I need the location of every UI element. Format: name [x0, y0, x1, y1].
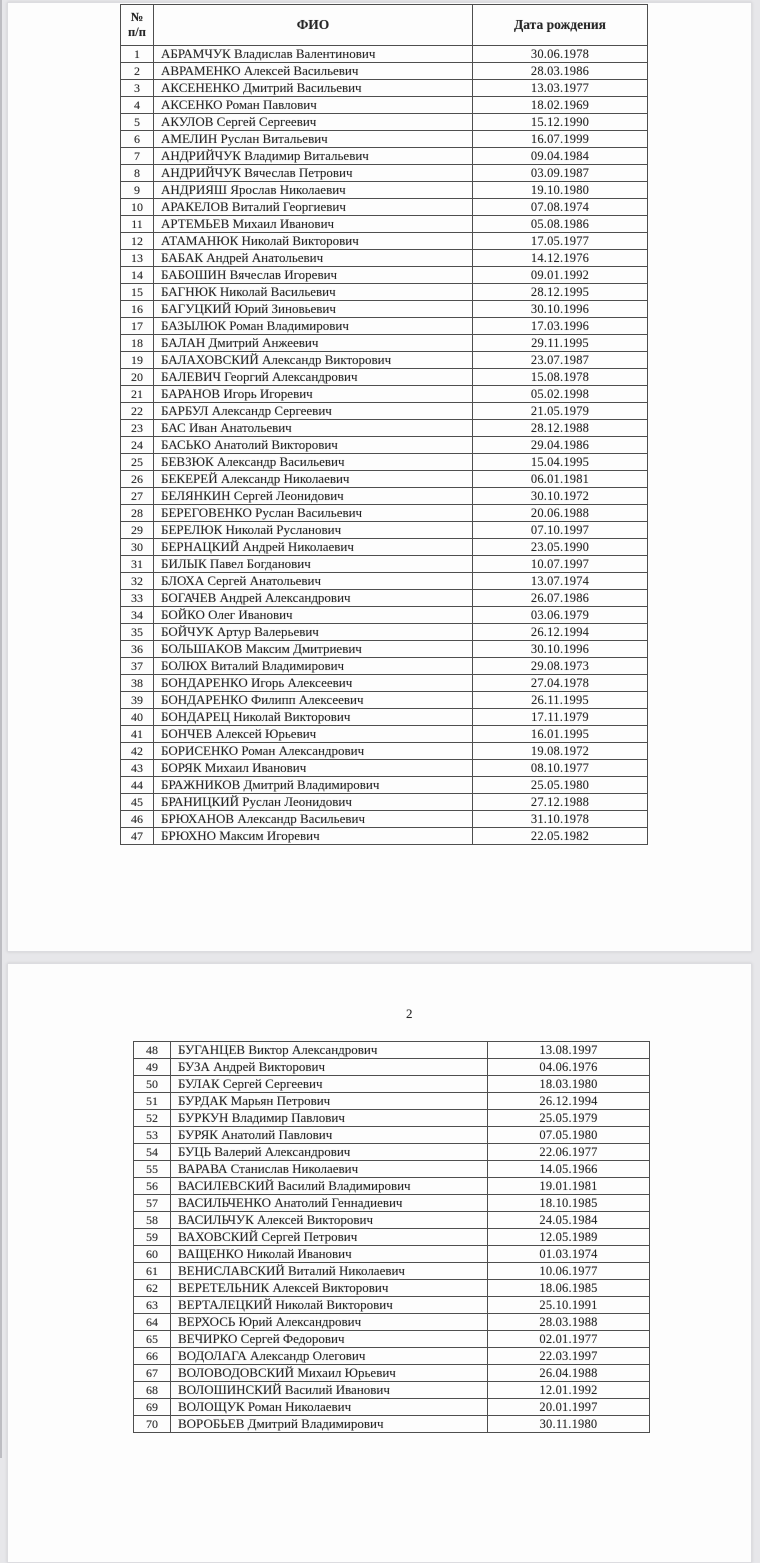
dob-cell: 28.03.1988 — [488, 1314, 650, 1331]
name-cell: БУРКУН Владимир Павлович — [171, 1110, 488, 1127]
row-number-cell: 21 — [121, 386, 154, 403]
table-row — [134, 1382, 650, 1399]
table-row — [121, 46, 648, 63]
name-cell: ВОДОЛАГА Александр Олегович — [171, 1348, 488, 1365]
name-cell: ВЕРХОСЬ Юрий Александрович — [171, 1314, 488, 1331]
table-row — [121, 607, 648, 624]
dob-cell: 04.06.1976 — [488, 1059, 650, 1076]
table-row — [121, 216, 648, 233]
table-row — [121, 675, 648, 692]
name-cell: БАЗЫЛЮК Роман Владимирович — [154, 318, 473, 335]
dob-cell: 20.01.1997 — [488, 1399, 650, 1416]
table-row — [134, 1365, 650, 1382]
table-row — [121, 199, 648, 216]
dob-cell: 30.10.1972 — [473, 488, 648, 505]
dob-cell: 22.03.1997 — [488, 1348, 650, 1365]
row-number-cell: 19 — [121, 352, 154, 369]
dob-cell: 30.06.1978 — [473, 46, 648, 63]
name-cell: ВЕЧИРКО Сергей Федорович — [171, 1331, 488, 1348]
row-number-cell: 16 — [121, 301, 154, 318]
table-row — [121, 114, 648, 131]
row-number-cell: 15 — [121, 284, 154, 301]
row-number-cell: 68 — [134, 1382, 171, 1399]
dob-cell: 23.07.1987 — [473, 352, 648, 369]
name-cell: ВЕРТАЛЕЦКИЙ Николай Викторович — [171, 1297, 488, 1314]
column-header-number-line2: п/п — [128, 25, 146, 39]
dob-cell: 12.05.1989 — [488, 1229, 650, 1246]
table-row — [121, 165, 648, 182]
dob-cell: 03.06.1979 — [473, 607, 648, 624]
row-number-cell: 70 — [134, 1416, 171, 1433]
name-cell: ВАРАВА Станислав Николаевич — [171, 1161, 488, 1178]
dob-cell: 07.08.1974 — [473, 199, 648, 216]
name-cell: БАРАНОВ Игорь Игоревич — [154, 386, 473, 403]
row-number-cell: 22 — [121, 403, 154, 420]
table-row — [121, 318, 648, 335]
name-cell: АВРАМЕНКО Алексей Васильевич — [154, 63, 473, 80]
name-cell: ВОЛОЩУК Роман Николаевич — [171, 1399, 488, 1416]
table-row — [121, 369, 648, 386]
dob-cell: 26.07.1986 — [473, 590, 648, 607]
name-cell: АРТЕМЬЕВ Михаил Иванович — [154, 216, 473, 233]
table-row — [134, 1059, 650, 1076]
table-row — [121, 505, 648, 522]
table-row — [134, 1093, 650, 1110]
row-number-cell: 41 — [121, 726, 154, 743]
table-row — [121, 97, 648, 114]
row-number-cell: 39 — [121, 692, 154, 709]
dob-cell: 15.08.1978 — [473, 369, 648, 386]
table-row — [121, 828, 648, 845]
row-number-cell: 48 — [134, 1042, 171, 1059]
row-number-cell: 35 — [121, 624, 154, 641]
table-row — [121, 794, 648, 811]
dob-cell: 05.08.1986 — [473, 216, 648, 233]
dob-cell: 20.06.1988 — [473, 505, 648, 522]
name-cell: АКСЕНЕНКО Дмитрий Васильевич — [154, 80, 473, 97]
page-number: 2 — [406, 1006, 413, 1021]
row-number-cell: 50 — [134, 1076, 171, 1093]
dob-cell: 28.12.1995 — [473, 284, 648, 301]
name-cell: БОЛЮХ Виталий Владимирович — [154, 658, 473, 675]
dob-cell: 06.01.1981 — [473, 471, 648, 488]
row-number-cell: 25 — [121, 454, 154, 471]
name-cell: ВАСИЛЬЧУК Алексей Викторович — [171, 1212, 488, 1229]
name-cell: БАГНЮК Николай Васильевич — [154, 284, 473, 301]
roster-table-page-1 — [120, 4, 648, 845]
row-number-cell: 26 — [121, 471, 154, 488]
table-row — [134, 1399, 650, 1416]
dob-cell: 30.10.1996 — [473, 301, 648, 318]
name-cell: БРЮХАНОВ Александр Васильевич — [154, 811, 473, 828]
row-number-cell: 13 — [121, 250, 154, 267]
dob-cell: 02.01.1977 — [488, 1331, 650, 1348]
name-cell: БОНДАРЕЦ Николай Викторович — [154, 709, 473, 726]
name-cell: БУЦЬ Валерий Александрович — [171, 1144, 488, 1161]
row-number-cell: 63 — [134, 1297, 171, 1314]
name-cell: БАС Иван Анатольевич — [154, 420, 473, 437]
dob-cell: 14.12.1976 — [473, 250, 648, 267]
row-number-cell: 55 — [134, 1161, 171, 1178]
table-row — [134, 1348, 650, 1365]
name-cell: БАЛАН Дмитрий Анжеевич — [154, 335, 473, 352]
table-row — [134, 1076, 650, 1093]
dob-cell: 25.10.1991 — [488, 1297, 650, 1314]
table-row — [121, 573, 648, 590]
name-cell: БЕВЗЮК Александр Васильевич — [154, 454, 473, 471]
name-cell: БОЙЧУК Артур Валерьевич — [154, 624, 473, 641]
table-row — [121, 335, 648, 352]
dob-cell: 26.04.1988 — [488, 1365, 650, 1382]
table-header-row — [121, 5, 648, 46]
table-row — [134, 1416, 650, 1433]
row-number-cell: 36 — [121, 641, 154, 658]
name-cell: БОРИСЕНКО Роман Александрович — [154, 743, 473, 760]
table-row — [134, 1263, 650, 1280]
row-number-cell: 46 — [121, 811, 154, 828]
row-number-cell: 17 — [121, 318, 154, 335]
table-row — [134, 1195, 650, 1212]
dob-cell: 23.05.1990 — [473, 539, 648, 556]
table-row — [121, 641, 648, 658]
table-row — [121, 624, 648, 641]
name-cell: БЕРЕЛЮК Николай Русланович — [154, 522, 473, 539]
table-row — [121, 131, 648, 148]
dob-cell: 29.08.1973 — [473, 658, 648, 675]
table-row — [121, 471, 648, 488]
dob-cell: 27.12.1988 — [473, 794, 648, 811]
table-row — [121, 80, 648, 97]
table-row — [134, 1178, 650, 1195]
name-cell: ВЕНИСЛАВСКИЙ Виталий Николаевич — [171, 1263, 488, 1280]
row-number-cell: 45 — [121, 794, 154, 811]
dob-cell: 19.08.1972 — [473, 743, 648, 760]
row-number-cell: 11 — [121, 216, 154, 233]
dob-cell: 10.06.1977 — [488, 1263, 650, 1280]
name-cell: БОЙКО Олег Иванович — [154, 607, 473, 624]
table-row — [121, 233, 648, 250]
row-number-cell: 18 — [121, 335, 154, 352]
row-number-cell: 29 — [121, 522, 154, 539]
dob-cell: 29.04.1986 — [473, 437, 648, 454]
row-number-cell: 58 — [134, 1212, 171, 1229]
dob-cell: 17.11.1979 — [473, 709, 648, 726]
row-number-cell: 61 — [134, 1263, 171, 1280]
dob-cell: 18.06.1985 — [488, 1280, 650, 1297]
name-cell: АРАКЕЛОВ Виталий Георгиевич — [154, 199, 473, 216]
dob-cell: 19.01.1981 — [488, 1178, 650, 1195]
name-cell: БУЛАК Сергей Сергеевич — [171, 1076, 488, 1093]
row-number-cell: 20 — [121, 369, 154, 386]
name-cell: АБРАМЧУК Владислав Валентинович — [154, 46, 473, 63]
name-cell: ВЕРЕТЕЛЬНИК Алексей Викторович — [171, 1280, 488, 1297]
row-number-cell: 42 — [121, 743, 154, 760]
name-cell: АНДРИЯШ Ярослав Николаевич — [154, 182, 473, 199]
dob-cell: 26.12.1994 — [473, 624, 648, 641]
name-cell: АНДРИЙЧУК Вячеслав Петрович — [154, 165, 473, 182]
row-number-cell: 67 — [134, 1365, 171, 1382]
name-cell: ВОЛОВОДОВСКИЙ Михаил Юрьевич — [171, 1365, 488, 1382]
table-row — [134, 1212, 650, 1229]
dob-cell: 17.03.1996 — [473, 318, 648, 335]
name-cell: БУРЯК Анатолий Павлович — [171, 1127, 488, 1144]
dob-cell: 03.09.1987 — [473, 165, 648, 182]
dob-cell: 07.05.1980 — [488, 1127, 650, 1144]
table-row — [121, 63, 648, 80]
dob-cell: 09.04.1984 — [473, 148, 648, 165]
dob-cell: 17.05.1977 — [473, 233, 648, 250]
row-number-cell: 66 — [134, 1348, 171, 1365]
name-cell: ВОРОБЬЕВ Дмитрий Владимирович — [171, 1416, 488, 1433]
name-cell: БРАЖНИКОВ Дмитрий Владимирович — [154, 777, 473, 794]
table-row — [121, 726, 648, 743]
table-row — [121, 403, 648, 420]
row-number-cell: 57 — [134, 1195, 171, 1212]
row-number-cell: 59 — [134, 1229, 171, 1246]
dob-cell: 13.03.1977 — [473, 80, 648, 97]
name-cell: ВАХОВСКИЙ Сергей Петрович — [171, 1229, 488, 1246]
row-number-cell: 14 — [121, 267, 154, 284]
row-number-cell: 62 — [134, 1280, 171, 1297]
table-row — [134, 1246, 650, 1263]
dob-cell: 22.05.1982 — [473, 828, 648, 845]
dob-cell: 01.03.1974 — [488, 1246, 650, 1263]
table-row — [134, 1161, 650, 1178]
table-row — [134, 1297, 650, 1314]
dob-cell: 22.06.1977 — [488, 1144, 650, 1161]
dob-cell: 30.10.1996 — [473, 641, 648, 658]
dob-cell: 26.12.1994 — [488, 1093, 650, 1110]
row-number-cell: 37 — [121, 658, 154, 675]
row-number-cell: 34 — [121, 607, 154, 624]
dob-cell: 27.04.1978 — [473, 675, 648, 692]
row-number-cell: 51 — [134, 1093, 171, 1110]
dob-cell: 13.07.1974 — [473, 573, 648, 590]
row-number-cell: 28 — [121, 505, 154, 522]
table-row — [121, 590, 648, 607]
dob-cell: 25.05.1979 — [488, 1110, 650, 1127]
name-cell: БАБАК Андрей Анатольевич — [154, 250, 473, 267]
table-row — [134, 1331, 650, 1348]
row-number-cell: 32 — [121, 573, 154, 590]
name-cell: БОНДАРЕНКО Игорь Алексеевич — [154, 675, 473, 692]
table-row — [121, 284, 648, 301]
table-row — [134, 1280, 650, 1297]
roster-table-page-2 — [133, 1041, 650, 1433]
table-row — [121, 811, 648, 828]
name-cell: ВОЛОШИНСКИЙ Василий Иванович — [171, 1382, 488, 1399]
name-cell: БОНДАРЕНКО Филипп Алексеевич — [154, 692, 473, 709]
row-number-cell: 6 — [121, 131, 154, 148]
table-row — [121, 267, 648, 284]
table-row — [134, 1229, 650, 1246]
dob-cell: 28.12.1988 — [473, 420, 648, 437]
dob-cell: 12.01.1992 — [488, 1382, 650, 1399]
row-number-cell: 56 — [134, 1178, 171, 1195]
row-number-cell: 9 — [121, 182, 154, 199]
row-number-cell: 60 — [134, 1246, 171, 1263]
name-cell: БРАНИЦКИЙ Руслан Леонидович — [154, 794, 473, 811]
row-number-cell: 10 — [121, 199, 154, 216]
dob-cell: 16.01.1995 — [473, 726, 648, 743]
table-row — [121, 709, 648, 726]
name-cell: АМЕЛИН Руслан Витальевич — [154, 131, 473, 148]
row-number-cell: 52 — [134, 1110, 171, 1127]
row-number-cell: 64 — [134, 1314, 171, 1331]
name-cell: БЕРНАЦКИЙ Андрей Николаевич — [154, 539, 473, 556]
table-row — [134, 1127, 650, 1144]
name-cell: БРЮХНО Максим Игоревич — [154, 828, 473, 845]
table-row — [134, 1110, 650, 1127]
dob-cell: 18.02.1969 — [473, 97, 648, 114]
table-row — [121, 301, 648, 318]
page-2 — [7, 963, 752, 1563]
name-cell: БАЛЕВИЧ Георгий Александрович — [154, 369, 473, 386]
name-cell: ВАСИЛЕВСКИЙ Василий Владимирович — [171, 1178, 488, 1195]
table-row — [121, 250, 648, 267]
row-number-cell: 43 — [121, 760, 154, 777]
name-cell: БЕРЕГОВЕНКО Руслан Васильевич — [154, 505, 473, 522]
table-row — [121, 743, 648, 760]
table-row — [121, 352, 648, 369]
table-row — [121, 488, 648, 505]
table-row — [121, 454, 648, 471]
name-cell: БОГАЧЕВ Андрей Александрович — [154, 590, 473, 607]
name-cell: БАБОШИН Вячеслав Игоревич — [154, 267, 473, 284]
name-cell: БОЛЬШАКОВ Максим Дмитриевич — [154, 641, 473, 658]
name-cell: БУРДАК Марьян Петрович — [171, 1093, 488, 1110]
table-row — [121, 556, 648, 573]
name-cell: ВАСИЛЬЧЕНКО Анатолий Геннадиевич — [171, 1195, 488, 1212]
table-row — [121, 692, 648, 709]
row-number-cell: 40 — [121, 709, 154, 726]
column-header-number — [121, 5, 154, 46]
name-cell: БАГУЦКИЙ Юрий Зиновьевич — [154, 301, 473, 318]
table-row — [121, 658, 648, 675]
name-cell: БАРБУЛ Александр Сергеевич — [154, 403, 473, 420]
name-cell: БУЗА Андрей Викторович — [171, 1059, 488, 1076]
column-header-number-line1: № — [130, 10, 144, 24]
row-number-cell: 44 — [121, 777, 154, 794]
name-cell: БОРЯК Михаил Иванович — [154, 760, 473, 777]
dob-cell: 15.12.1990 — [473, 114, 648, 131]
dob-cell: 28.03.1986 — [473, 63, 648, 80]
name-cell: БЕКЕРЕЙ Александр Николаевич — [154, 471, 473, 488]
dob-cell: 31.10.1978 — [473, 811, 648, 828]
dob-cell: 13.08.1997 — [488, 1042, 650, 1059]
row-number-cell: 65 — [134, 1331, 171, 1348]
dob-cell: 24.05.1984 — [488, 1212, 650, 1229]
row-number-cell: 33 — [121, 590, 154, 607]
table-row — [121, 760, 648, 777]
row-number-cell: 12 — [121, 233, 154, 250]
row-number-cell: 2 — [121, 63, 154, 80]
table-row — [121, 386, 648, 403]
name-cell: БИЛЫК Павел Богданович — [154, 556, 473, 573]
name-cell: БУГАНЦЕВ Виктор Александрович — [171, 1042, 488, 1059]
row-number-cell: 53 — [134, 1127, 171, 1144]
name-cell: ВАЩЕНКО Николай Иванович — [171, 1246, 488, 1263]
page-1 — [7, 2, 752, 952]
name-cell: БОНЧЕВ Алексей Юрьевич — [154, 726, 473, 743]
name-cell: АНДРИЙЧУК Владимир Витальевич — [154, 148, 473, 165]
dob-cell: 15.04.1995 — [473, 454, 648, 471]
row-number-cell: 5 — [121, 114, 154, 131]
row-number-cell: 1 — [121, 46, 154, 63]
dob-cell: 09.01.1992 — [473, 267, 648, 284]
dob-cell: 08.10.1977 — [473, 760, 648, 777]
name-cell: БАСЬКО Анатолий Викторович — [154, 437, 473, 454]
dob-cell: 14.05.1966 — [488, 1161, 650, 1178]
row-number-cell: 30 — [121, 539, 154, 556]
dob-cell: 05.02.1998 — [473, 386, 648, 403]
row-number-cell: 49 — [134, 1059, 171, 1076]
table-row — [121, 437, 648, 454]
dob-cell: 10.07.1997 — [473, 556, 648, 573]
row-number-cell: 47 — [121, 828, 154, 845]
column-header-dob: Дата рождения — [473, 5, 648, 46]
dob-cell: 18.03.1980 — [488, 1076, 650, 1093]
name-cell: БЛОХА Сергей Анатольевич — [154, 573, 473, 590]
row-number-cell: 31 — [121, 556, 154, 573]
name-cell: БАЛАХОВСКИЙ Александр Викторович — [154, 352, 473, 369]
dob-cell: 19.10.1980 — [473, 182, 648, 199]
row-number-cell: 69 — [134, 1399, 171, 1416]
dob-cell: 26.11.1995 — [473, 692, 648, 709]
row-number-cell: 24 — [121, 437, 154, 454]
row-number-cell: 3 — [121, 80, 154, 97]
table-row — [134, 1144, 650, 1161]
dob-cell: 18.10.1985 — [488, 1195, 650, 1212]
dob-cell: 25.05.1980 — [473, 777, 648, 794]
name-cell: АКСЕНКО Роман Павлович — [154, 97, 473, 114]
dob-cell: 07.10.1997 — [473, 522, 648, 539]
row-number-cell: 27 — [121, 488, 154, 505]
dob-cell: 29.11.1995 — [473, 335, 648, 352]
table-row — [121, 777, 648, 794]
viewer-left-edge — [0, 0, 2, 1458]
table-row — [121, 420, 648, 437]
row-number-cell: 54 — [134, 1144, 171, 1161]
table-row — [121, 148, 648, 165]
dob-cell: 16.07.1999 — [473, 131, 648, 148]
table-row — [121, 522, 648, 539]
name-cell: АТАМАНЮК Николай Викторович — [154, 233, 473, 250]
name-cell: БЕЛЯНКИН Сергей Леонидович — [154, 488, 473, 505]
row-number-cell: 23 — [121, 420, 154, 437]
dob-cell: 30.11.1980 — [488, 1416, 650, 1433]
table-row — [121, 182, 648, 199]
row-number-cell: 4 — [121, 97, 154, 114]
table-row — [121, 539, 648, 556]
table-row — [134, 1042, 650, 1059]
dob-cell: 21.05.1979 — [473, 403, 648, 420]
column-header-fio: ФИО — [154, 5, 473, 46]
row-number-cell: 7 — [121, 148, 154, 165]
table-row — [134, 1314, 650, 1331]
row-number-cell: 8 — [121, 165, 154, 182]
row-number-cell: 38 — [121, 675, 154, 692]
name-cell: АКУЛОВ Сергей Сергеевич — [154, 114, 473, 131]
